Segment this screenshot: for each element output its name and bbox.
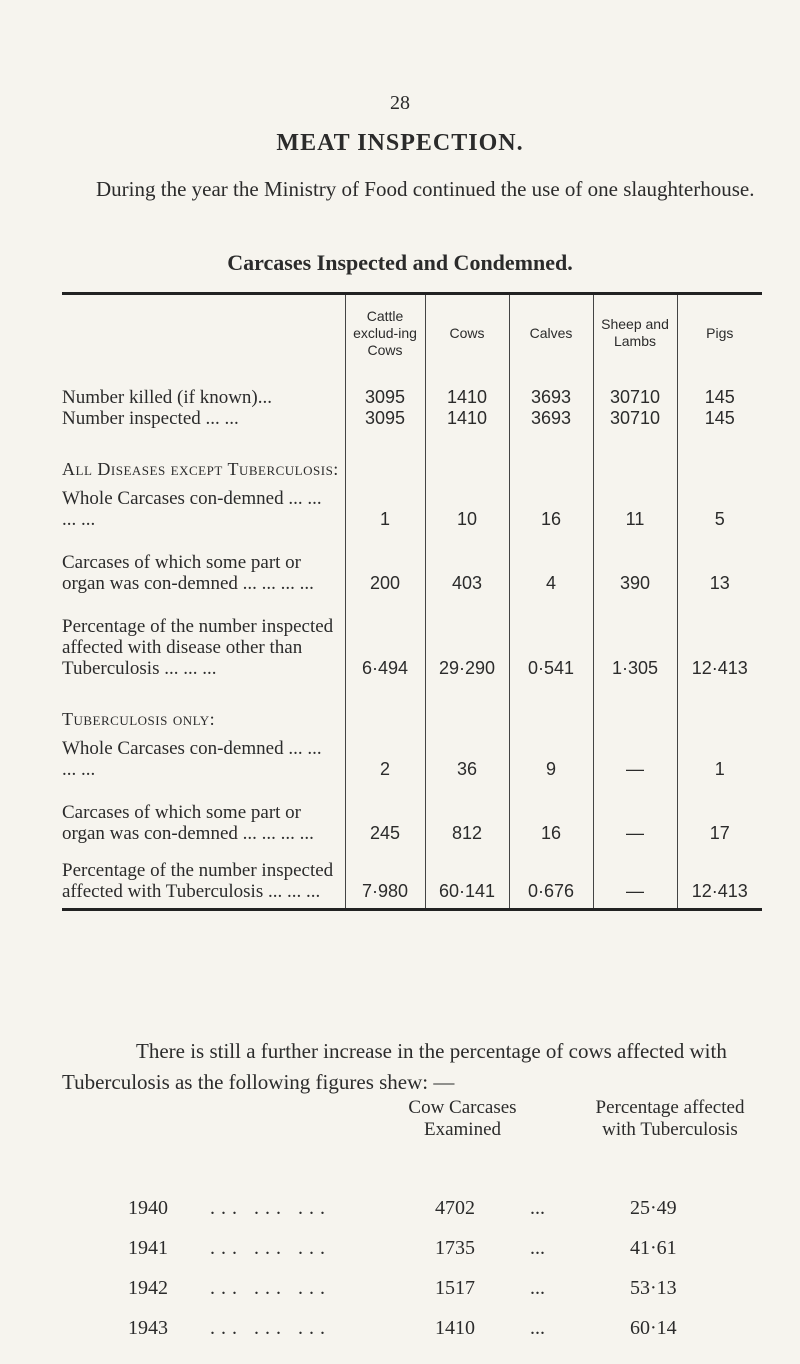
table-row	[62, 780, 762, 844]
table-cell: 200	[345, 530, 425, 594]
table-cell: 30710	[593, 408, 677, 433]
table-cell: 1410	[425, 408, 509, 433]
section-heading-row	[62, 679, 762, 730]
table-cell: 16	[509, 480, 593, 530]
column-header: Calves	[509, 294, 593, 372]
examined-value: 1517	[435, 1277, 475, 1299]
leader-dots: ... ... ...	[210, 1277, 331, 1299]
table-cell: —	[593, 844, 677, 910]
leader-dots: ...	[530, 1277, 545, 1299]
percentage-value: 60·14	[630, 1317, 677, 1339]
row-label: Percentage of the number inspected affected with disease other than Tuberculosis ... ... ...	[62, 616, 334, 679]
table-cell: 1·305	[593, 594, 677, 679]
year-label: 1940	[128, 1197, 168, 1219]
year-label: 1941	[128, 1237, 168, 1259]
table-cell: —	[593, 730, 677, 780]
table-row	[62, 844, 762, 910]
table-cell: 390	[593, 530, 677, 594]
table-cell: 5	[677, 480, 762, 530]
column-header: Cows	[425, 294, 509, 372]
table-cell: 403	[425, 530, 509, 594]
year-label: 1943	[128, 1317, 168, 1339]
table-cell: 11	[593, 480, 677, 530]
table-title: Carcases Inspected and Condemned.	[227, 250, 573, 275]
table-row	[62, 730, 762, 780]
page-number: 28	[390, 92, 410, 114]
leader-dots: ... ... ...	[210, 1317, 331, 1339]
section-heading: Tuberculosis only:	[62, 709, 216, 729]
table-cell: 3693	[509, 371, 593, 408]
table-cell: 6·494	[345, 594, 425, 679]
table-row	[62, 371, 762, 408]
leader-dots: ...	[530, 1197, 545, 1219]
intro-paragraph: During the year the Ministry of Food continued the use of one slaughterhouse.	[96, 177, 755, 201]
table-cell: 0·541	[509, 594, 593, 679]
followup-paragraph: There is still a further increase in the percentage of cows affected with Tuberculosis as the following figures shew: —	[62, 1039, 727, 1094]
table-cell: 7·980	[345, 844, 425, 910]
tb-percentage-header: Percentage affected with Tuberculosis	[595, 1097, 745, 1140]
section-heading: All Diseases except Tuberculosis:	[62, 459, 339, 479]
column-header: Cattle exclud-ing Cows	[345, 294, 425, 372]
table-cell: 3095	[345, 408, 425, 433]
row-label: Number killed (if known)...	[62, 387, 273, 408]
table-cell: —	[593, 780, 677, 844]
row-label: Whole Carcases con-demned ... ... ... ...	[62, 738, 322, 780]
table-cell: 2	[345, 730, 425, 780]
table-cell: 12·413	[677, 594, 762, 679]
table-cell: 12·413	[677, 844, 762, 910]
column-header: Pigs	[677, 294, 762, 372]
section-heading-row	[62, 433, 762, 480]
table-cell: 812	[425, 780, 509, 844]
percentage-value: 25·49	[630, 1197, 677, 1219]
page-title: MEAT INSPECTION.	[276, 130, 524, 156]
row-label: Carcases of which some part or organ was con-demned ... ... ... ...	[62, 552, 314, 594]
row-label: Carcases of which some part or organ was con-demned ... ... ... ...	[62, 802, 314, 844]
header-blank	[62, 294, 345, 372]
column-header: Sheep and Lambs	[593, 294, 677, 372]
table-row	[62, 594, 762, 679]
leader-dots: ...	[530, 1237, 545, 1259]
percentage-value: 53·13	[630, 1277, 677, 1299]
carcases-table	[62, 292, 762, 911]
leader-dots: ...	[530, 1317, 545, 1339]
row-label: Whole Carcases con-demned ... ... ... ...	[62, 488, 322, 530]
table-cell: 245	[345, 780, 425, 844]
leader-dots: ... ... ...	[210, 1197, 331, 1219]
table-cell: 4	[509, 530, 593, 594]
table-cell: 3693	[509, 408, 593, 433]
table-cell: 10	[425, 480, 509, 530]
table-cell: 3095	[345, 371, 425, 408]
table-cell: 0·676	[509, 844, 593, 910]
table-cell: 30710	[593, 371, 677, 408]
table-cell: 29·290	[425, 594, 509, 679]
table-cell: 145	[677, 408, 762, 433]
cow-examined-header: Cow Carcases Examined	[408, 1097, 517, 1140]
table-cell: 1410	[425, 371, 509, 408]
examined-value: 1735	[435, 1237, 475, 1259]
table-row	[62, 480, 762, 530]
table-row	[62, 530, 762, 594]
table-cell: 17	[677, 780, 762, 844]
percentage-value: 41·61	[630, 1237, 677, 1259]
leader-dots: ... ... ...	[210, 1237, 331, 1259]
table-cell: 60·141	[425, 844, 509, 910]
table-row	[62, 408, 762, 433]
table-cell: 1	[345, 480, 425, 530]
table-cell: 16	[509, 780, 593, 844]
row-label: Number inspected ... ...	[62, 408, 239, 429]
table-cell: 36	[425, 730, 509, 780]
table-cell: 13	[677, 530, 762, 594]
examined-value: 4702	[435, 1197, 475, 1219]
table-cell: 145	[677, 371, 762, 408]
table-cell: 1	[677, 730, 762, 780]
row-label: Percentage of the number inspected affected with Tuberculosis ... ... ...	[62, 844, 345, 910]
examined-value: 1410	[435, 1317, 475, 1339]
table-cell: 9	[509, 730, 593, 780]
table-header-row	[62, 294, 762, 372]
year-label: 1942	[128, 1277, 168, 1299]
